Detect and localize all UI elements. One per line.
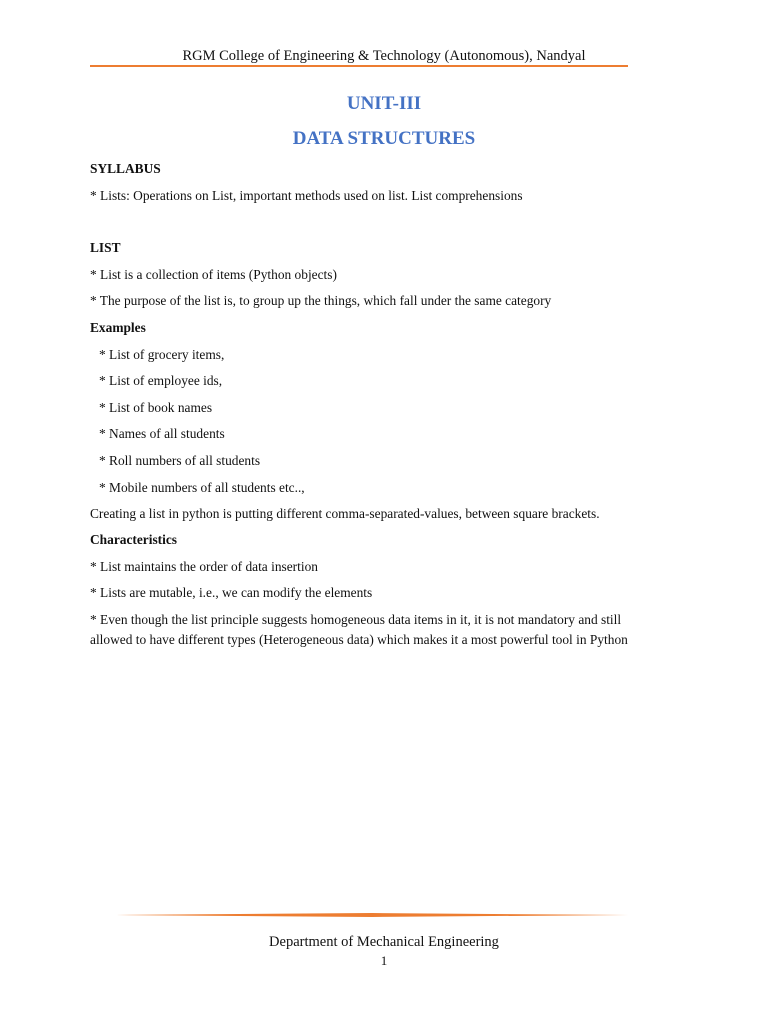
topic-title: DATA STRUCTURES xyxy=(292,128,476,149)
header-institution: RGM College of Engineering & Technology (Autonomous), Nandyal xyxy=(182,48,586,64)
example-item: * Mobile numbers of all students etc.., xyxy=(99,480,305,495)
list-point: * The purpose of the list is, to group up the things, which fall under the same category xyxy=(90,293,552,308)
characteristic-point: * Lists are mutable, i.e., we can modify the elements xyxy=(90,585,373,600)
examples-heading: Examples xyxy=(90,320,146,335)
list-point: * List is a collection of items (Python objects) xyxy=(90,267,337,282)
characteristic-point: * List maintains the order of data insertion xyxy=(90,559,318,574)
characteristic-point: * Even though the list principle suggests homogeneous data items in it, it is not mandatory and still allowed to have different types (Heterogeneous data) which makes it a most powerful tool in Python xyxy=(90,612,628,647)
list-heading: LIST xyxy=(90,240,121,255)
example-item: * List of employee ids, xyxy=(99,373,223,388)
characteristics-heading: Characteristics xyxy=(90,532,178,547)
syllabus-text: * Lists: Operations on List, important methods used on list. List comprehensions xyxy=(90,188,523,203)
header-divider xyxy=(90,65,628,67)
example-item: * List of grocery items, xyxy=(99,347,225,362)
page-number: 1 xyxy=(380,953,388,968)
footer-divider xyxy=(116,913,628,917)
example-item: * Roll numbers of all students xyxy=(99,453,261,468)
examples-note: Creating a list in python is putting different comma-separated-values, between square brackets. xyxy=(90,506,600,521)
example-item: * Names of all students xyxy=(99,426,225,441)
unit-title: UNIT-III xyxy=(346,93,422,114)
example-item: * List of book names xyxy=(99,400,213,415)
footer-department: Department of Mechanical Engineering xyxy=(269,934,499,950)
syllabus-heading: SYLLABUS xyxy=(90,161,161,176)
